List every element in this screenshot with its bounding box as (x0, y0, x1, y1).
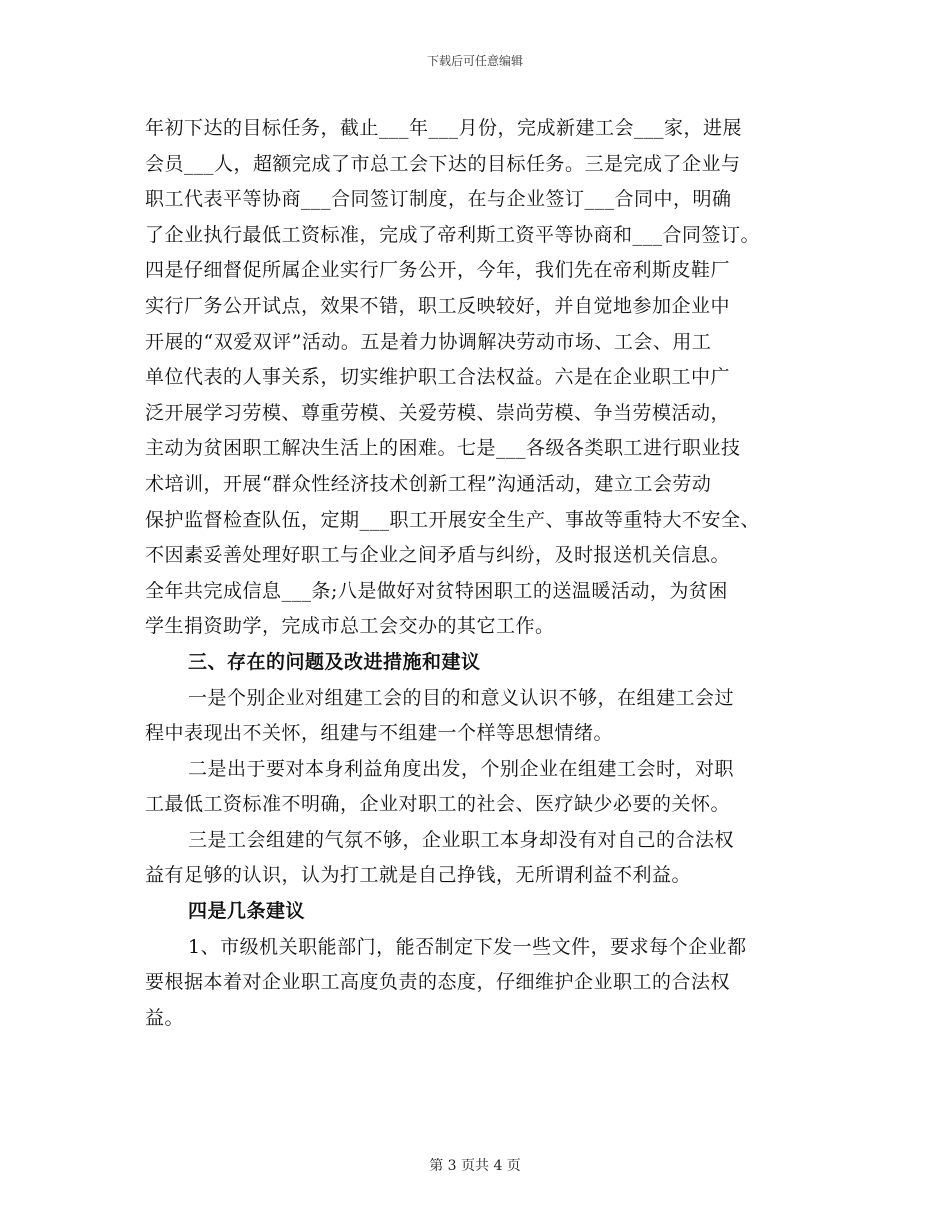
body-line: 开展的“双爱双评”活动。五是着力协调解决劳动市场、工会、用工 (145, 330, 712, 353)
body-line: 职工代表平等协商___合同签订制度，在与企业签订___合同中，明确 (145, 188, 732, 211)
section-3-line: 二是出于要对本身利益角度出发，个别企业在组建工会时，对职 (188, 757, 735, 780)
body-line: 会员___人，超额完成了市总工会下达的目标任务。三是完成了企业与 (145, 152, 741, 175)
body-line: 四是仔细督促所属企业实行厂务公开，今年，我们先在帝利斯皮鞋厂 (145, 259, 731, 282)
section-4-line: 1、市级机关职能部门，能否制定下发一些文件，要求每个企业都 (188, 935, 747, 958)
body-line: 主动为贫困职工解决生活上的困难。七是___各级各类职工进行职业技 (145, 437, 741, 460)
body-line: 实行厂务公开试点，效果不错，职工反映较好，并自觉地参加企业中 (145, 294, 731, 317)
section-3-line: 一是个别企业对组建工会的目的和意义认识不够，在组建工会过 (188, 686, 735, 709)
body-line: 了企业执行最低工资标准，完成了帝利斯工资平等协商和___合同签订。 (145, 223, 761, 246)
document-body (145, 111, 810, 1036)
section-3-line: 益有足够的认识，认为打工就是自己挣钱，无所谓利益不利益。 (145, 864, 692, 887)
section-3-line: 三是工会组建的气氛不够，企业职工本身却没有对自己的合法权 (188, 828, 735, 851)
body-line: 不因素妥善处理好职工与企业之间矛盾与纠纷，及时报送机关信息。 (145, 544, 731, 567)
page-header: 下载后可任意编辑 (426, 54, 523, 68)
body-line: 全年共完成信息___条;八是做好对贫特困职工的送温暖活动，为贫困 (145, 579, 728, 602)
body-line: 单位代表的人事关系，切实维护职工合法权益。六是在企业职工中广 (145, 366, 731, 389)
section-4-heading: 四是几条建议 (188, 900, 306, 923)
page-footer: 第 3 页共 4 页 (429, 1158, 521, 1174)
section-4-line: 要根据本着对企业职工高度负责的态度，仔细维护企业职工的合法权 (145, 971, 731, 994)
section-4-line: 益。 (145, 1006, 185, 1029)
body-line: 保护监督检查队伍，定期___职工开展安全生产、事故等重特大不安全、 (145, 508, 761, 531)
body-line: 学生捐资助学，完成市总工会交办的其它工作。 (145, 615, 555, 638)
section-3-line: 工最低工资标准不明确，企业对职工的社会、医疗缺少必要的关怀。 (145, 793, 731, 816)
section-3-line: 程中表现出不关怀，组建与不组建一个样等思想情绪。 (145, 722, 614, 745)
section-3-heading: 三、存在的问题及改进措施和建议 (188, 650, 481, 673)
body-line: 泛开展学习劳模、尊重劳模、关爱劳模、崇尚劳模、争当劳模活动， (145, 401, 731, 424)
body-line: 年初下达的目标任务，截止___年___月份，完成新建工会___家，进展 (145, 117, 743, 139)
body-line: 术培训，开展“群众性经济技术创新工程”沟通活动，建立工会劳动 (145, 472, 712, 495)
